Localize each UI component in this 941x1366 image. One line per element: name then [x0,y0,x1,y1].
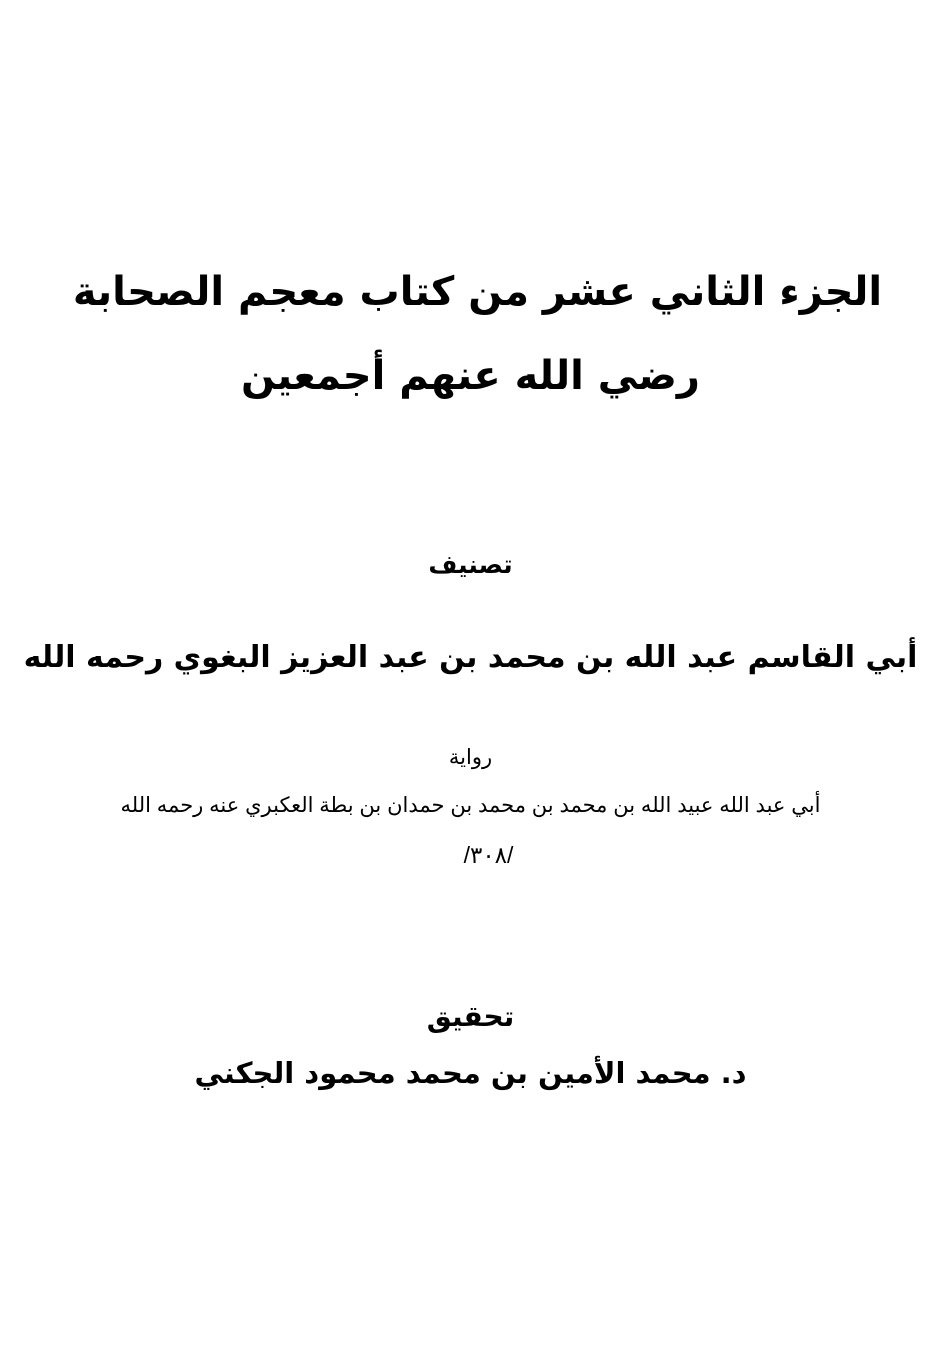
compilation-label: تصنيف [428,550,513,579]
book-title-line-2: رضي الله عنهم أجمعين [241,353,700,399]
editor-name: د. محمد الأمين بن محمد محمود الجكني [194,1056,747,1090]
author-name: أبي القاسم عبد الله بن محمد بن عبد العزيز البغوي رحمه الله [23,640,918,675]
narrator-name: أبي عبد الله عبيد الله بن محمد بن محمد بن حمدان بن بطة العكبري عنه رحمه الله [120,794,821,817]
death-year: /٣٠٨/ [463,842,514,868]
narration-label: رواية [448,746,493,769]
book-title-line-1: الجزء الثاني عشر من كتاب معجم الصحابة [72,269,883,315]
verification-label: تحقيق [426,1000,515,1033]
